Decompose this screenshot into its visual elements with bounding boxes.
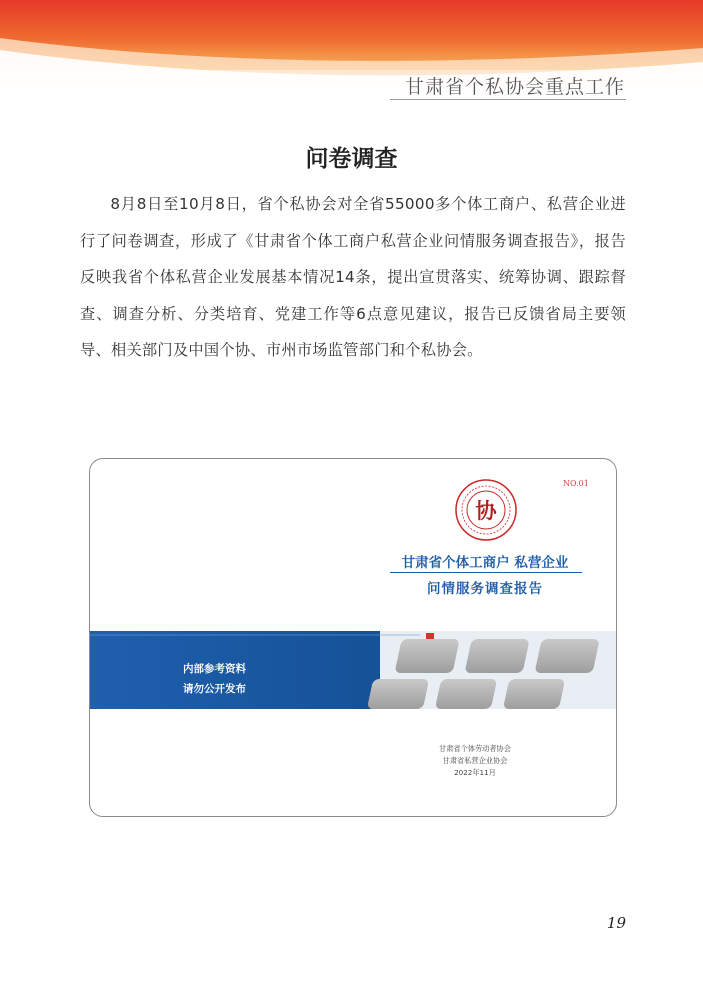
logo-character: 协 [475, 498, 497, 523]
internal-notice-line1: 内部参考资料 [183, 663, 246, 675]
report-number: NO.01 [563, 479, 589, 488]
report-issuers [395, 743, 555, 779]
internal-notice-line2: 请勿公开发布 [183, 683, 246, 695]
section-title: 甘肃省个私协会重点工作 [404, 76, 625, 98]
internal-notice [183, 659, 246, 699]
report-date: 2022年11月 [454, 768, 496, 777]
report-title-divider [390, 572, 582, 573]
article-title: 问卷调查 [305, 145, 398, 172]
report-title-line1: 甘肃省个体工商户 私营企业 [401, 555, 569, 571]
section-title-underline [390, 99, 626, 100]
report-title-line2: 问情服务调查报告 [427, 581, 543, 597]
page-number: 19 [606, 914, 626, 932]
article-body: 8月8日至10月8日，省个私协会对全省55000多个体工商户、私营企业进行了问卷调查，形成了《甘肃省个体工商户私营企业问情服务调查报告》，报告反映我省个体私营企业发展基本情况14条，提出宣贯落实、统筹协调、跟踪督查、调查分析、分类培育、党建工作等6点意见建议，报告已反馈省局主要领导、相关部门及中国个协、市州市场监管部门和个私协会。 [80, 195, 626, 359]
report-cover-image [89, 458, 617, 817]
issuer-2: 甘肃省私营企业协会 [442, 756, 508, 765]
association-logo [453, 477, 519, 543]
issuer-1: 甘肃省个体劳动者协会 [439, 744, 511, 753]
